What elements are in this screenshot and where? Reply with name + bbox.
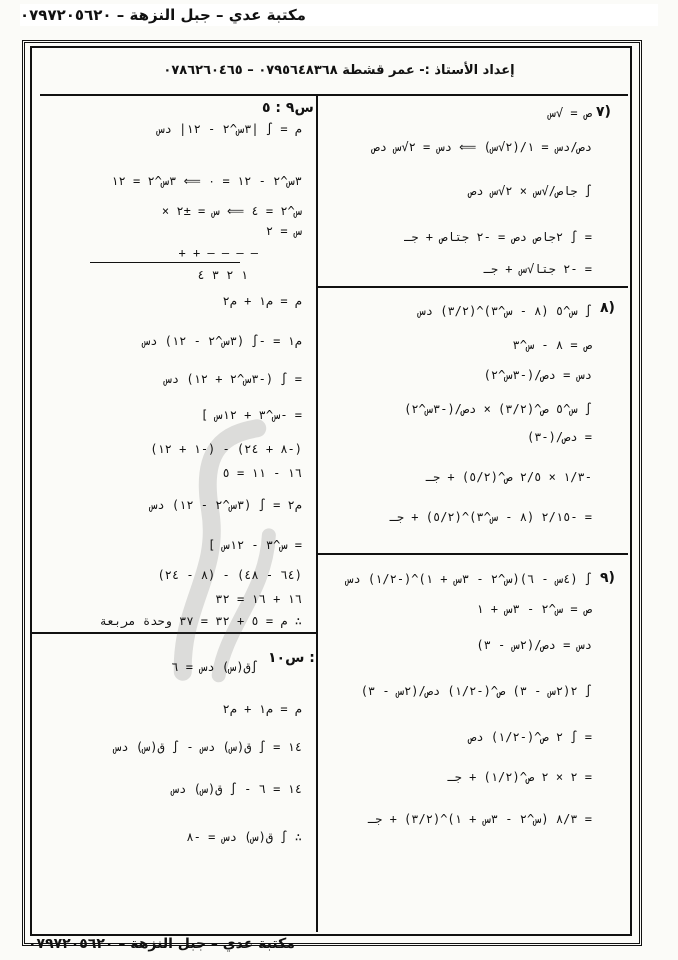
number-line-ticks: ١ ٢ ٣ ٤: [197, 268, 248, 282]
math-line: -١/٣ × ٢/٥ ص^(٥/٢) + جـ: [425, 470, 592, 484]
math-line: ص = ٨ - س^٣: [512, 338, 592, 352]
math-line: = -٢ جتا√س + جـ: [483, 262, 592, 276]
question-number: ٩): [600, 570, 615, 586]
math-line: = دص/(-٣): [526, 430, 592, 444]
math-line: ١٦ - ١١ = ٥: [222, 466, 302, 480]
author-text: إعداد الأستاذ :- عمر قشطة ٠٧٩٥٦٤٨٣٦٨ – ٠٧٨٦٢٦٠٤٦٥: [163, 62, 515, 78]
math-line: = -س^٣ + ١٢س ]: [200, 408, 302, 422]
math-line: ∫ جاص/√س × ٢√س دص: [469, 184, 592, 198]
math-line: = س^٣ - ١٢س ]: [208, 538, 302, 552]
math-line: = ٨/٣ (س^٢ - ٣س + ١)^(٣/٢) + جـ: [367, 812, 592, 826]
math-line: س = ٢: [265, 224, 302, 238]
divider-top: [40, 94, 628, 96]
math-line: دس = دص/(-٣س^٢): [483, 368, 592, 382]
question-number: س٩ : ٥: [262, 100, 314, 116]
math-line: ١٤ = ٦ - ∫ ق(س) دس: [171, 782, 302, 796]
number-line: [90, 262, 240, 263]
question-number: ٧): [596, 104, 611, 120]
math-line: م = ∫ |٣س^٢ - ١٢| دس: [157, 122, 302, 136]
math-line: (٦٤ - ٤٨) - (٨ - ٢٤): [157, 568, 302, 582]
question-number: س١٠ :: [268, 650, 315, 666]
math-line: = ∫ (-٣س^٢ + ١٢) دس: [164, 372, 302, 386]
math-line: م = م١ + م٢: [222, 294, 302, 308]
math-line: دص/دس = ١/(٢√س) ⟸ دس = ٢√س دص: [372, 140, 592, 154]
math-line: م٢ = ∫ (٣س^٢ - ١٢) دس: [150, 498, 302, 512]
math-line: ∫ س^٥ ص^(٣/٢) × دص/(-٣س^٢): [404, 402, 592, 416]
math-line: ١٤ = ∫ ق(س) دس - ∫ ق(س) دس: [114, 740, 302, 754]
math-line: س^٢ = ٤ ⟸ س = ±٢ ×: [161, 204, 302, 218]
math-line: = ∫ ٢جاص دص = -٢ جتاص + جـ: [404, 230, 592, 244]
math-line: دس = دص/(٢س - ٣): [476, 638, 592, 652]
page-footer: [28, 936, 295, 952]
math-line: ∫ق(س) دس = ٦: [171, 660, 258, 674]
page-header: [20, 4, 658, 26]
math-line: = ∫ ٢ ص^(-١/٢) دص: [469, 730, 592, 744]
divider-right-q9: [316, 553, 628, 555]
author-line: [40, 52, 638, 88]
header-text: مكتبة عدي – جبل النزهة – ٠٧٩٧٢٠٥٦٢٠: [20, 6, 306, 24]
math-line: ∫ (٤س - ٦)(س^٢ - ٣س + ١)^(-١/٢) دس: [346, 572, 592, 586]
math-line: ∫ ٢(٢س - ٣) ص^(-١/٢) دص/(٢س - ٣): [360, 684, 592, 698]
question-number: ٨): [600, 300, 615, 316]
math-line: ص = س^٢ - ٣س + ١: [476, 602, 592, 616]
math-line: م١ = -∫ (٣س^٢ - ١٢) دس: [142, 334, 302, 348]
math-line: ∴ م = ٥ + ٣٢ = ٣٧ وحدة مربعة: [99, 614, 302, 628]
math-line: (-٨ + ٢٤) - (-١ + ١٢): [150, 442, 302, 456]
math-line: ∴ ∫ ق(س) دس = -٨: [186, 830, 302, 844]
math-line: ص = √س: [548, 106, 592, 120]
sign-chart: — — — — + +: [178, 246, 258, 260]
math-line: ∫ س^٥ (٨ - س^٣)^(٣/٢) دس: [418, 304, 592, 318]
footer-text: مكتبة عدي – جبل النزهة – ٠٧٩٧٢٠٥٦٢٠: [28, 936, 295, 952]
math-line: = ٢ × ٢ ص^(١/٢) + جـ: [447, 770, 592, 784]
divider-right-q8: [316, 286, 628, 288]
math-line: م = م١ + م٢: [222, 702, 302, 716]
math-line: = -٢/١٥ (٨ - س^٣)^(٥/٢) + جـ: [389, 510, 592, 524]
math-line: ٣س^٢ - ١٢ = ٠ ⟸ ٣س^٢ = ١٢: [111, 174, 302, 188]
math-line: ١٦ + ١٦ = ٣٢: [215, 592, 302, 606]
